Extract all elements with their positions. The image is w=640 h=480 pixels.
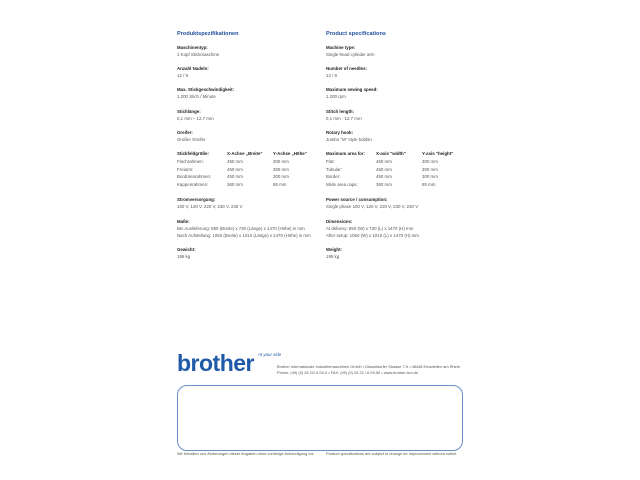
embroidery-area-table-en — [326, 150, 476, 189]
spec-label: Stitch length: — [326, 108, 355, 114]
spec-stitch-length-de — [177, 108, 327, 122]
brother-logo — [177, 352, 254, 375]
spec-label: Power source / consumption: — [326, 197, 388, 203]
table-row — [326, 173, 476, 181]
table-row — [326, 166, 476, 174]
embroidery-area-table-de — [177, 150, 327, 189]
table-cell: 360 mm — [376, 182, 392, 188]
table-cell: 300 mm — [273, 158, 289, 164]
table-header-row — [326, 150, 476, 158]
table-cell: 360 mm — [227, 182, 243, 188]
spec-value: 1.200 Stich / Minute — [177, 94, 216, 100]
spec-label: Anzahl Nadeln: — [177, 66, 209, 72]
spec-label: Maximum sewing speed: — [326, 87, 378, 93]
table-cell: 85 mm — [422, 182, 436, 188]
table-row — [177, 158, 327, 166]
spec-value: Single phase 100 V, 120 V, 220 V, 230 V, 240 V — [326, 204, 419, 210]
spec-hook-en — [326, 129, 476, 143]
spec-value: 100 V, 120 V, 220 V, 230 V, 240 V — [177, 204, 243, 210]
table-header-row — [177, 150, 327, 158]
spec-speed-en — [326, 86, 476, 100]
dealer-stamp-box — [177, 385, 463, 451]
spec-needles-en — [326, 65, 476, 79]
table-cell: Kappenrahmen: — [177, 182, 209, 188]
table-cell: Wide area caps: — [326, 182, 358, 188]
spec-stitch-length-en — [326, 108, 476, 122]
spec-needles-de — [177, 65, 327, 79]
spec-value: Jumbo "M" style bobbin — [326, 136, 372, 142]
table-cell: Flat: — [326, 158, 335, 164]
table-row — [326, 181, 476, 189]
table-header: Stickfeldgröße: — [177, 150, 209, 156]
spec-label: Maße: — [177, 218, 190, 224]
table-row — [326, 158, 476, 166]
table-cell: 300 mm — [273, 174, 289, 180]
spec-value: Single-head cylinder arm — [326, 52, 375, 57]
spec-label: Greifer: — [177, 129, 193, 135]
spec-value: Bei Auslieferung: 850 (Breite) x 730 (Länge) x 1470 (Höhe) in mm — [177, 225, 305, 231]
company-address — [277, 364, 460, 375]
spec-value: 195 kg — [177, 253, 191, 259]
spec-weight-de — [177, 246, 327, 260]
table-row — [177, 173, 327, 181]
spec-value: 1.200 rpm — [326, 94, 346, 100]
table-header: X-axis "width" — [376, 150, 406, 156]
spec-value: 195 kg — [326, 253, 340, 259]
table-cell: Border: — [326, 174, 341, 180]
spec-weight-en — [326, 246, 476, 260]
table-header: Maximum area for: — [326, 150, 366, 156]
table-cell: Bordürenrahmen: — [177, 174, 212, 180]
spec-value: 12 / 9 — [177, 73, 188, 79]
table-cell: 450 mm — [376, 166, 392, 172]
table-header: X-Achse „Breite“ — [227, 150, 263, 156]
spec-label: Machine type: — [326, 45, 356, 50]
spec-column-de — [177, 31, 327, 267]
table-cell: 300 mm — [422, 158, 438, 164]
column-title-de: Produktspezifikationen — [177, 31, 239, 37]
spec-value: 0,1 mm - 12,7 mm — [326, 115, 362, 121]
table-cell: 85 mm — [273, 182, 287, 188]
address-line: Phone: (49) (0) 28 22/ 6 09-0 • FAX: (49) (0) 28 22 / 6 09-50 • www.brother-ism.de — [277, 369, 419, 375]
table-cell: 450 mm — [376, 158, 392, 164]
spec-label: Max. Stickgeschwindigkeit: — [177, 87, 235, 93]
spec-value: 1 Kopf Stickmaschine — [177, 52, 220, 57]
spec-label: Number of needles: — [326, 66, 367, 72]
table-cell: Flachrahmen: — [177, 158, 204, 164]
spec-label: Stichlänge: — [177, 108, 201, 114]
spec-dimensions-de — [177, 218, 327, 239]
spec-label: Maschinentyp: — [177, 45, 208, 50]
spec-power-de — [177, 196, 327, 210]
spec-value: 12 / 9 — [326, 73, 337, 79]
spec-value: Großer Greifer — [177, 136, 206, 142]
spec-speed-de — [177, 86, 327, 100]
table-header: Y-Achse „Höhe“ — [273, 150, 307, 156]
brand-wordmark: brother — [177, 350, 254, 376]
table-cell: 300 mm — [422, 166, 438, 172]
table-header: Y-axis "height" — [422, 150, 454, 156]
table-cell: 450 mm — [376, 174, 392, 180]
table-cell: 300 mm — [273, 166, 289, 172]
spec-label: Stromversorgung: — [177, 197, 216, 203]
table-cell: 450 mm — [227, 166, 243, 172]
table-cell: Tubular: — [326, 166, 342, 172]
spec-power-en — [326, 196, 476, 210]
spec-value: After setup: 1050 (W) x 1010 (L) x 1470 (H) mm — [326, 232, 419, 238]
disclaimer-en: Product specifications are subject to change for improvement without notice. — [326, 451, 458, 456]
spec-value: Nach Aufstellung: 1050 (Breite) x 1010 (Länge) x 1470 (Höhe) in mm — [177, 232, 311, 238]
column-title-en: Product specifications — [326, 31, 386, 37]
spec-label: Dimensions: — [326, 218, 353, 224]
spec-label: Rotary hook: — [326, 129, 354, 135]
brand-tagline: At your side — [258, 352, 282, 357]
spec-value: At delivery: 850 (W) x 730 (L) x 1470 (H) mm — [326, 225, 414, 231]
table-cell: Freiarm: — [177, 166, 194, 172]
spec-value: 0,1 mm – 12,7 mm — [177, 115, 214, 121]
address-line: Brother Internationale Industriemaschinen GmbH • Düsseldorfer Strasse 7-9 • 48446 Emsdetten am Rhein — [277, 364, 460, 369]
table-cell: 450 mm — [227, 158, 243, 164]
disclaimer-de: Wir behalten uns Änderungen dieser Angaben ohne vorherige Ankündigung vor. — [177, 451, 315, 456]
table-cell: 300 mm — [422, 174, 438, 180]
spec-column-en — [326, 31, 476, 267]
spec-hook-de — [177, 129, 327, 143]
table-cell: 450 mm — [227, 174, 243, 180]
spec-machine-type-de — [177, 44, 327, 58]
table-row — [177, 166, 327, 174]
spec-machine-type-en — [326, 44, 476, 58]
spec-label: Gewicht: — [177, 246, 196, 252]
spec-dimensions-en — [326, 218, 476, 239]
table-row — [177, 181, 327, 189]
spec-label: Weight: — [326, 246, 343, 252]
